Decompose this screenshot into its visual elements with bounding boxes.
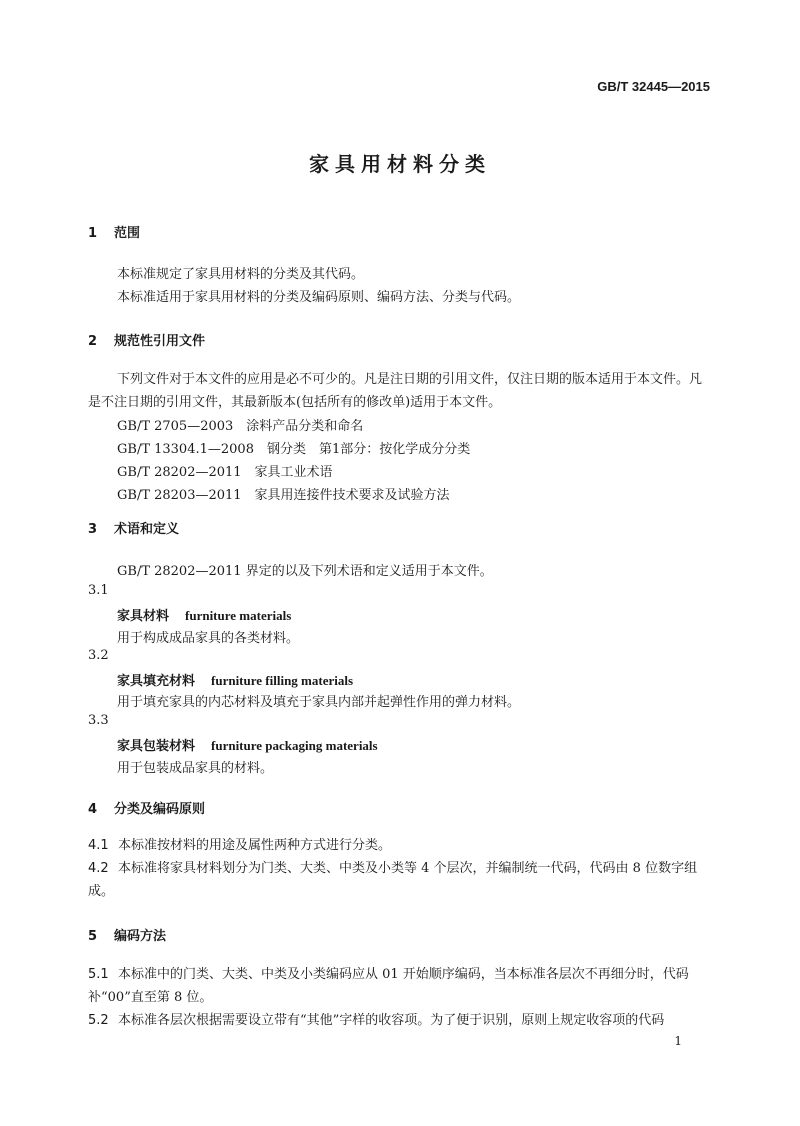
section-number: 3 — [88, 522, 98, 537]
clause-text: 本标准中的门类、大类、中类及小类编码应从 01 开始顺序编码，当本标准各层次不再细分时，代码补“00”直至第 8 位。 — [88, 967, 689, 1005]
paragraph: 下列文件对于本文件的应用是必不可少的。凡是注日期的引用文件，仅注日期的版本适用于本文件。凡是不注日期的引用文件，其最新版本(包括所有的修改单)适用于本文件。 — [88, 372, 703, 410]
term-zh: 家具填充材料 — [117, 674, 196, 689]
standard-number: GB/T 32445—2015 — [597, 79, 710, 94]
term-en: furniture packaging materials — [211, 738, 378, 753]
reference-item: GB/T 28203—2011 家具用连接件技术要求及试验方法 — [117, 488, 450, 503]
term-zh: 家具材料 — [117, 609, 170, 624]
section-1-heading — [88, 222, 140, 241]
section-title: 范围 — [114, 226, 141, 241]
clause-number: 4.2 — [88, 861, 109, 876]
term-en: furniture filling materials — [211, 673, 354, 688]
reference-item: GB/T 13304.1—2008 钢分类 第1部分：按化学成分分类 — [117, 442, 471, 457]
section-5-heading — [88, 925, 166, 944]
clause-text: 本标准将家具材料划分为门类、大类、中类及小类等 4 个层次，并编制统一代码，代码由 8 位数字组成。 — [88, 861, 698, 899]
term-number: 3.1 — [88, 583, 109, 598]
term-heading — [117, 735, 378, 754]
clause-5-2 — [88, 1009, 710, 1032]
paragraph: 本标准适用于家具用材料的分类及编码原则、编码方法、分类与代码。 — [117, 290, 521, 305]
reference-item: GB/T 28202—2011 家具工业术语 — [117, 465, 333, 480]
page-number: 1 — [674, 1034, 682, 1048]
term-en: furniture materials — [185, 608, 292, 623]
term-number: 3.3 — [88, 713, 109, 728]
section-number: 5 — [88, 929, 98, 944]
section-number: 2 — [88, 334, 98, 349]
clause-4-2 — [88, 857, 710, 903]
clause-number: 5.1 — [88, 967, 109, 982]
clause-4-1 — [88, 834, 710, 857]
term-number: 3.2 — [88, 648, 109, 663]
section-title: 编码方法 — [114, 929, 167, 944]
section-4-heading — [88, 798, 205, 817]
clause-number: 5.2 — [88, 1013, 109, 1028]
section-3-heading — [88, 518, 179, 537]
term-definition: 用于填充家具的内芯材料及填充于家具内部并起弹性作用的弹力材料。 — [117, 695, 521, 710]
term-zh: 家具包装材料 — [117, 739, 196, 754]
clause-text: 本标准按材料的用途及属性两种方式进行分类。 — [118, 838, 392, 853]
section-title: 术语和定义 — [114, 522, 180, 537]
reference-item: GB/T 2705—2003 涂料产品分类和命名 — [117, 419, 364, 434]
term-definition: 用于构成成品家具的各类材料。 — [117, 631, 300, 646]
section-title: 规范性引用文件 — [114, 334, 206, 349]
section-2-heading — [88, 330, 205, 349]
clause-5-1 — [88, 963, 710, 1009]
paragraph: GB/T 28202—2011 界定的以及下列术语和定义适用于本文件。 — [117, 564, 493, 579]
paragraph: 本标准规定了家具用材料的分类及其代码。 — [117, 267, 365, 282]
term-definition: 用于包装成品家具的材料。 — [117, 761, 274, 776]
section-number: 1 — [88, 226, 98, 241]
term-heading — [117, 605, 291, 624]
page-title: 家具用材料分类 — [309, 152, 491, 176]
clause-text: 本标准各层次根据需要设立带有“其他”字样的收容项。为了便于识别，原则上规定收容项的代码 — [118, 1013, 665, 1028]
section-title: 分类及编码原则 — [114, 802, 206, 817]
section-number: 4 — [88, 802, 98, 817]
clause-number: 4.1 — [88, 838, 109, 853]
term-heading — [117, 670, 353, 689]
